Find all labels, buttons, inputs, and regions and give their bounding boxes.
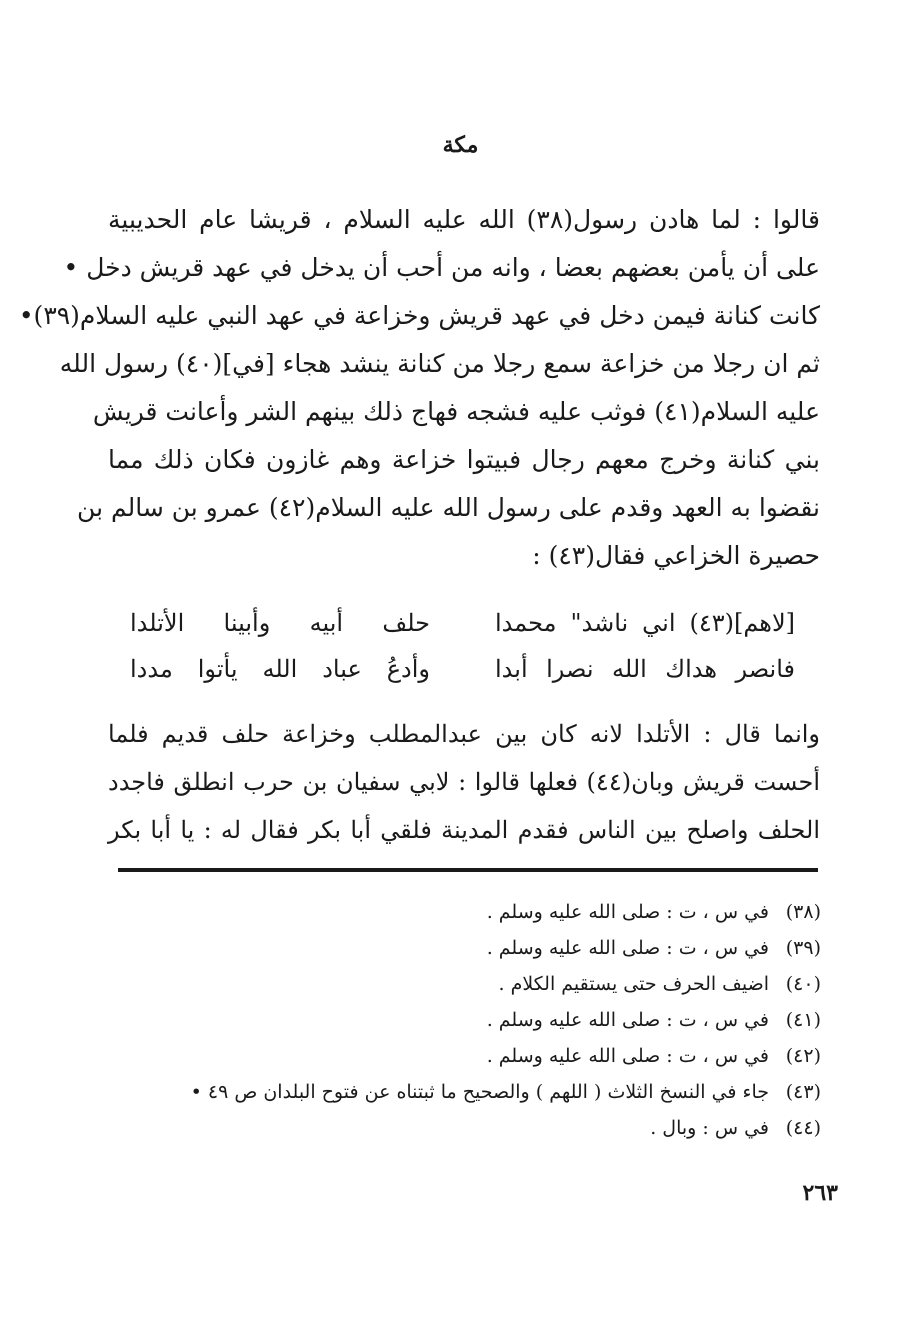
body-line: حصيرة الخزاعي فقال(٤٣) : (532, 541, 820, 570)
body-line: نقضوا به العهد وقدم على رسول الله عليه السلام(٤٢) عمرو بن سالم بن (77, 493, 820, 522)
footnote-number: (٤٢) (785, 1045, 821, 1067)
footnote-number: (٤١) (785, 1009, 821, 1031)
body-line: على أن يأمن بعضهم بعضا ، وانه من أحب أن يدخل في عهد قريش دخل • (63, 253, 820, 282)
footnote (106, 894, 821, 930)
footnote-number: (٤٣) (785, 1081, 821, 1103)
footnote-text: جاء في النسخ الثلاث ( اللهم ) والصحيح ما ثبتناه عن فتوح البلدان ص ٤٩ • (190, 1081, 769, 1103)
footnote-text: في س ، ت : صلى الله عليه وسلم . (486, 1009, 769, 1031)
body-line: بني كنانة وخرج معهم رجال فبيتوا خزاعة وهم غازون فكان ذلك مما (108, 445, 820, 474)
body-line: كانت كنانة فيمن دخل في عهد قريش وخزاعة في عهد النبي عليه السلام(٣٩)• (18, 301, 820, 330)
poem (130, 600, 795, 692)
poem-verse (130, 646, 795, 692)
body-line: أحست قريش وبان(٤٤) فعلها قالوا : لابي سفيان بن حرب انطلق فاجدد (108, 768, 820, 796)
running-header: مكة (442, 132, 479, 158)
page-number: ٢٦٣ (802, 1180, 838, 1206)
poem-second-hemistich: وأدعُ عباد الله يأتوا مددا (130, 655, 430, 683)
footnote-text: اضيف الحرف حتى يستقيم الكلام . (498, 973, 769, 995)
poem-first-hemistich: فانصر هداك الله نصرا أبدا (495, 655, 795, 683)
body-line: قالوا : لما هادن رسول(٣٨) الله عليه السلام ، قريشا عام الحديبية (108, 205, 820, 234)
footnote-text: في س : وبال . (650, 1117, 769, 1139)
body-line: ثم ان رجلا من خزاعة سمع رجلا من كنانة ينشد هجاء [في](٤٠) رسول الله (59, 349, 820, 378)
footnote (106, 1002, 821, 1038)
body-line: الحلف واصلح بين الناس فقدم المدينة فلقي أبا بكر فقال له : يا أبا بكر (108, 816, 820, 844)
poem-verse (130, 600, 795, 646)
footnote-text: في س ، ت : صلى الله عليه وسلم . (486, 901, 769, 923)
footnote (106, 966, 821, 1002)
poem-second-hemistich: حلف أبيه وأبينا الأتلدا (130, 609, 430, 637)
footnote (106, 1110, 821, 1146)
footnote-number: (٣٩) (785, 937, 821, 959)
footnote-divider (118, 868, 818, 872)
footnote-number: (٤٠) (785, 973, 821, 995)
second-paragraph (108, 710, 820, 854)
footnote-number: (٣٨) (785, 901, 821, 923)
main-paragraph (18, 196, 820, 580)
footnote-text: في س ، ت : صلى الله عليه وسلم . (486, 937, 769, 959)
footnotes (106, 894, 821, 1146)
body-line: عليه السلام(٤١) فوثب عليه فشجه فهاج ذلك بينهم الشر وأعانت قريش (92, 397, 820, 426)
body-line: وانما قال : الأتلدا لانه كان بين عبدالمطلب وخزاعة حلف قديم فلما (108, 720, 820, 748)
footnote-text: في س ، ت : صلى الله عليه وسلم . (486, 1045, 769, 1067)
footnote (106, 1074, 821, 1110)
footnote-number: (٤٤) (785, 1117, 821, 1139)
footnote (106, 930, 821, 966)
footnote (106, 1038, 821, 1074)
poem-first-hemistich: [لاهم](٤٣) اني ناشد" محمدا (495, 609, 795, 637)
